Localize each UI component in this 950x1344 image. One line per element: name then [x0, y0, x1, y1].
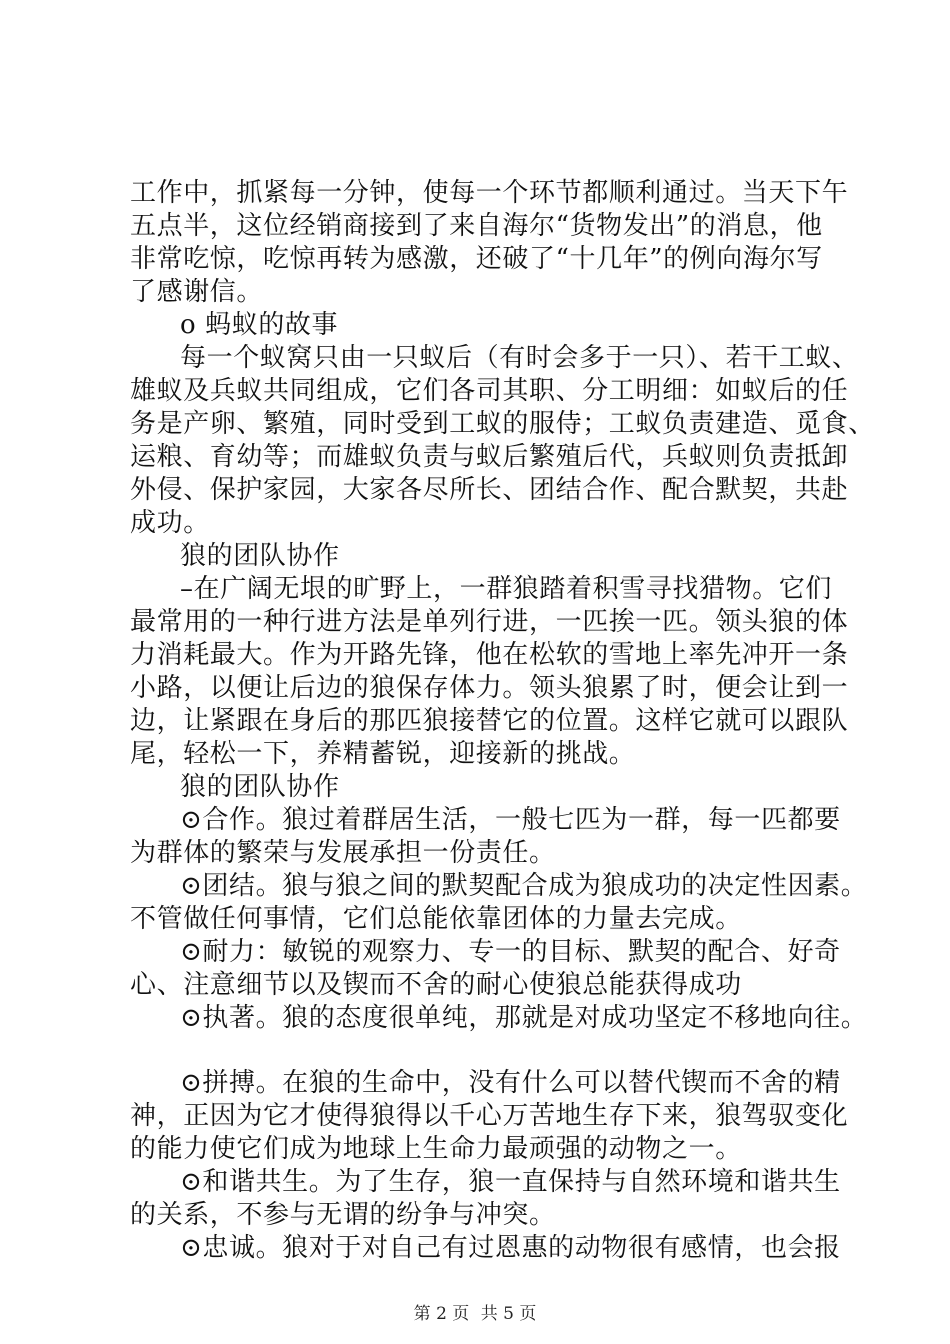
text-line: 务是产卵、繁殖，同时受到工蚁的服侍；工蚁负责建造、觅食、: [130, 409, 875, 439]
text-line: ⊙团结。狼与狼之间的默契配合成为狼成功的决定性因素。: [180, 871, 868, 901]
page-number: 第 2 页: [413, 1304, 470, 1324]
text-line: 运粮、育幼等；而雄蚁负责与蚁后繁殖后代，兵蚁则负责抵卸: [130, 442, 849, 472]
text-line: 小路，以便让后边的狼保存体力。领头狼累了时，便会让到一: [130, 673, 849, 703]
page-footer: [0, 1303, 950, 1325]
text-line: 的关系，不参与无谓的纷争与冲突。: [130, 1200, 556, 1230]
text-line: 尾，轻松一下，养精蓄锐，迎接新的挑战。: [130, 739, 636, 769]
section-heading: o 蚂蚁的故事: [180, 310, 339, 340]
text-line: ⊙合作。狼过着群居生活，一般七匹为一群，每一匹都要: [180, 805, 841, 835]
text-line: 非常吃惊，吃惊再转为感激，还破了“十几年”的例向海尔写: [130, 244, 823, 274]
text-line: 了感谢信。: [130, 277, 264, 307]
text-line: ⊙和谐共生。为了生存，狼一直保持与自然环境和谐共生: [180, 1167, 841, 1197]
text-line: 不管做任何事情，它们总能依靠团体的力量去完成。: [130, 904, 742, 934]
section-heading: 狼的团队协作: [180, 541, 340, 571]
text-line: 五点半，这位经销商接到了来自海尔“货物发出”的消息，他: [130, 211, 823, 241]
text-line: 外侵、保护家园，大家各尽所长、团结合作、配合默契，共赴: [130, 475, 849, 505]
text-line: 成功。: [130, 508, 210, 538]
text-line: ⊙执著。狼的态度很单纯，那就是对成功坚定不移地向往。: [180, 1003, 868, 1033]
text-line: –在广阔无垠的旷野上，一群狼踏着积雪寻找猎物。它们: [180, 574, 833, 604]
text-line: ⊙拼搏。在狼的生命中，没有什么可以替代锲而不舍的精: [180, 1068, 841, 1098]
text-line: 工作中，抓紧每一分钟，使每一个环节都顺利通过。当天下午: [130, 178, 849, 208]
text-line: 雄蚁及兵蚁共同组成，它们各司其职、分工明细：如蚁后的任: [130, 376, 849, 406]
page-total: 共 5 页: [480, 1304, 537, 1324]
text-line: 神，正因为它才使得狼得以千心万苦地生存下来，狼驾驭变化: [130, 1101, 849, 1131]
text-line: 为群体的繁荣与发展承担一份责任。: [130, 838, 556, 868]
text-line: ⊙忠诚。狼对于对自己有过恩惠的动物很有感情，也会报: [180, 1233, 841, 1263]
section-heading: 狼的团队协作: [180, 772, 340, 802]
text-line: 最常用的一种行进方法是单列行进，一匹挨一匹。领头狼的体: [130, 607, 849, 637]
text-line: 的能力使它们成为地球上生命力最顽强的动物之一。: [130, 1134, 742, 1164]
text-line: 每一个蚁窝只由一只蚁后（有时会多于一只）、若干工蚁、: [180, 343, 859, 373]
text-line: 边，让紧跟在身后的那匹狼接替它的位置。这样它就可以跟队: [130, 706, 849, 736]
text-line: 力消耗最大。作为开路先锋，他在松软的雪地上率先冲开一条: [130, 640, 849, 670]
text-line: ⊙耐力：敏锐的观察力、专一的目标、默契的配合、好奇: [180, 937, 841, 967]
text-line: 心、注意细节以及锲而不舍的耐心使狼总能获得成功: [130, 970, 742, 1000]
